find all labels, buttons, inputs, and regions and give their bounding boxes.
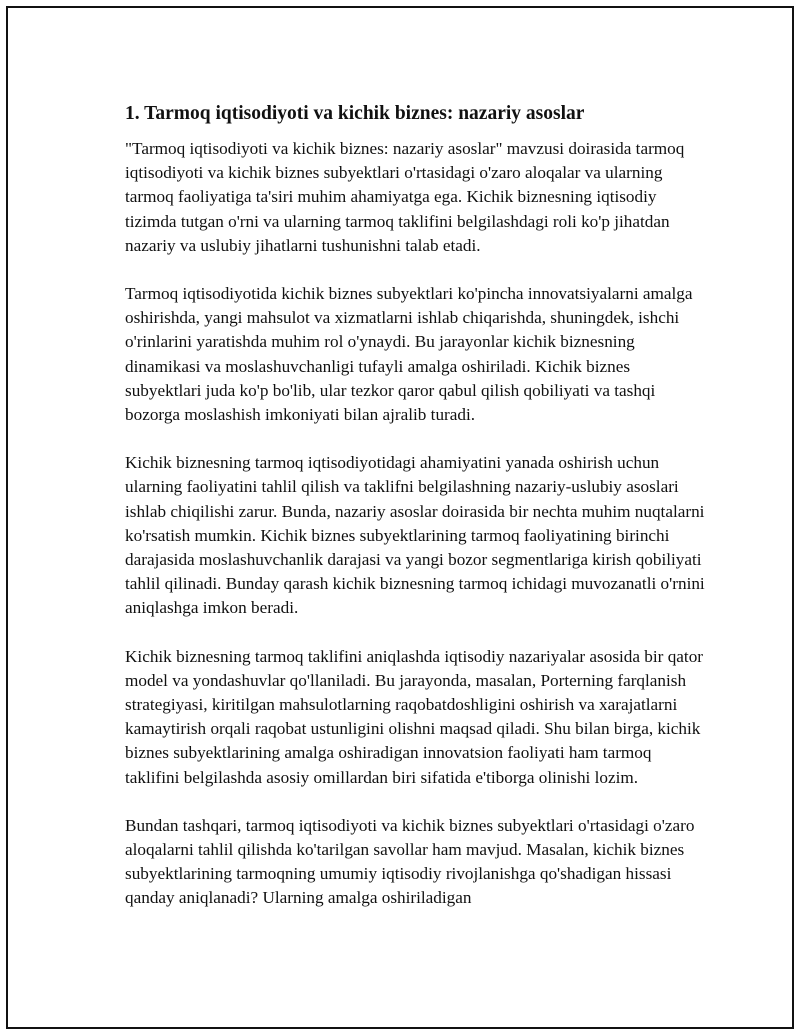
document-body xyxy=(125,101,710,935)
paragraph-4: Kichik biznesning tarmoq taklifini aniqlashda iqtisodiy nazariyalar asosida bir qator model va yondashuvlar qo'llaniladi. Bu jarayonda, masalan, Porterning farqlanish strategiyasi, kiritilgan mahsulotlarning raqobatdoshligini oshirish va xarajatlarni kamaytirish orqali raqobat ustunligini olishni maqsad qiladi. Shu bilan birga, kichik biznes subyektlarining amalga oshiradigan innovatsion faoliyati ham tarmoq taklifini belgilashda asosiy omillardan biri sifatida e'tiborga olinishi lozim. xyxy=(125,646,704,787)
paragraph-3: Kichik biznesning tarmoq iqtisodiyotidagi ahamiyatini yanada oshirish uchun ularning faoliyatini tahlil qilish va taklifni belgilashning nazariy-uslubiy asoslari ishlab chiqilishi zarur. Bunda, nazariy asoslar doirasida bir nechta muhim nuqtalarni ko'rsatish mumkin. Kichik biznes subyektlarining tarmoq faoliyatining birinchi darajasida moslashuvchanlik darajasi va yangi bozor segmentlariga kirish qobiliyati tahlil qilinadi. Bunday qarash kichik biznesning tarmoq ichidagi muvozanatli o'rnini aniqlashga imkon beradi. xyxy=(125,453,705,618)
page-frame xyxy=(6,6,794,1029)
paragraph-2: Tarmoq iqtisodiyotida kichik biznes subyektlari ko'pincha innovatsiyalarni amalga oshirishda, yangi mahsulot va xizmatlarni ishlab chiqarishda, shuningdek, ishchi o'rinlarini yaratishda muhim rol o'ynaydi. Bu jarayonlar kichik biznesning dinamikasi va moslashuvchanligi tufayli amalga oshiriladi. Kichik biznes subyektlari juda ko'p bo'lib, ular tezkor qaror qabul qilish qobiliyati va tashqi bozorga moslashish imkoniyati bilan ajralib turadi. xyxy=(125,284,693,425)
paragraph-1: "Tarmoq iqtisodiyoti va kichik biznes: nazariy asoslar" mavzusi doirasida tarmoq iqtisodiyoti va kichik biznes subyektlari o'rtasidagi o'zaro aloqalar va ularning tarmoq faoliyatiga ta'siri muhim ahamiyatga ega. Kichik biznesning iqtisodiy tizimda tutgan o'rni va ularning tarmoq taklifini belgilashdagi roli ko'p jihatdan nazariy va uslubiy jihatlarni tushunishni talab etadi. xyxy=(125,139,685,255)
paragraph-5: Bundan tashqari, tarmoq iqtisodiyoti va kichik biznes subyektlari o'rtasidagi o'zaro aloqalarni tahlil qilishda ko'tarilgan savollar ham mavjud. Masalan, kichik biznes subyektlarining tarmoqning umumiy iqtisodiy rivojlanishga qo'shadigan hissasi qanday aniqlanadi? Ularning amalga oshiriladigan xyxy=(125,815,695,908)
section-heading: 1. Tarmoq iqtisodiyoti va kichik biznes: nazariy asoslar xyxy=(125,103,585,124)
